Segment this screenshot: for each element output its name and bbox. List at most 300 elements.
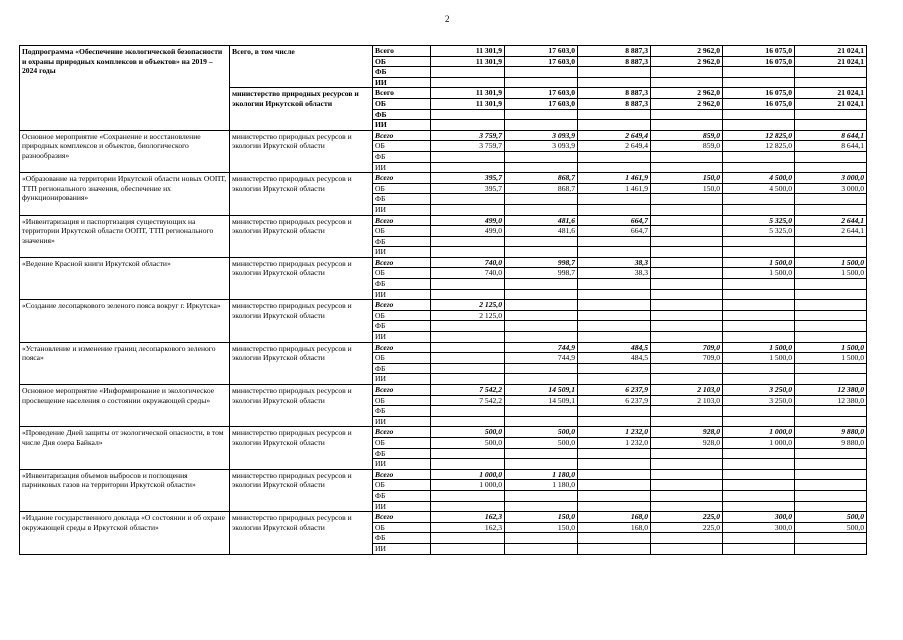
funding-source-cell: Всего [373, 427, 431, 438]
amount-cell: 744,9 [505, 353, 578, 364]
amount-cell [651, 300, 723, 311]
funding-source-cell: ИИ [373, 543, 431, 554]
responsible-cell: Всего, в том числе [230, 46, 373, 88]
responsible-cell: министерство природных ресурсов и экологии Иркутской области [230, 257, 373, 299]
amount-cell [651, 289, 723, 300]
amount-cell: 2 125,0 [431, 310, 505, 321]
amount-cell: 9 880,0 [795, 437, 867, 448]
amount-cell [431, 363, 505, 374]
amount-cell [651, 109, 723, 120]
funding-source-cell: ИИ [373, 120, 431, 131]
amount-cell: 1 232,0 [578, 437, 651, 448]
amount-cell [651, 480, 723, 491]
amount-cell: 1 000,0 [431, 480, 505, 491]
funding-source-cell: ФБ [373, 321, 431, 332]
amount-cell [505, 416, 578, 427]
table-body [20, 46, 867, 555]
amount-cell [795, 194, 867, 205]
funding-source-cell: ОБ [373, 310, 431, 321]
amount-cell: 5 325,0 [723, 215, 795, 226]
amount-cell [431, 109, 505, 120]
amount-cell [651, 448, 723, 459]
amount-cell: 3 000,0 [795, 173, 867, 184]
funding-source-cell: ОБ [373, 98, 431, 109]
amount-cell [723, 67, 795, 78]
responsible-cell: министерство природных ресурсов и экологии Иркутской области [230, 215, 373, 257]
amount-cell: 14 509,1 [505, 395, 578, 406]
amount-cell [505, 151, 578, 162]
funding-source-cell: Всего [373, 469, 431, 480]
amount-cell [431, 204, 505, 215]
amount-cell [578, 120, 651, 131]
amount-cell: 2 103,0 [651, 395, 723, 406]
amount-cell: 2 962,0 [651, 88, 723, 99]
amount-cell [723, 120, 795, 131]
amount-cell: 664,7 [578, 226, 651, 237]
amount-cell [795, 204, 867, 215]
amount-cell: 1 000,0 [723, 427, 795, 438]
amount-cell [578, 236, 651, 247]
amount-cell: 928,0 [651, 427, 723, 438]
amount-cell [505, 194, 578, 205]
amount-cell [651, 490, 723, 501]
funding-source-cell: ИИ [373, 289, 431, 300]
amount-cell: 2 962,0 [651, 98, 723, 109]
amount-cell: 1 180,0 [505, 480, 578, 491]
amount-cell: 744,9 [505, 342, 578, 353]
amount-cell: 2 962,0 [651, 56, 723, 67]
amount-cell: 500,0 [795, 512, 867, 523]
funding-source-cell: Всего [373, 257, 431, 268]
amount-cell [651, 543, 723, 554]
amount-cell: 1 500,0 [795, 257, 867, 268]
amount-cell [578, 501, 651, 512]
responsible-cell: министерство природных ресурсов и экологии Иркутской области [230, 469, 373, 511]
amount-cell: 709,0 [651, 353, 723, 364]
amount-cell: 150,0 [651, 183, 723, 194]
funding-source-cell: ОБ [373, 522, 431, 533]
amount-cell: 3 000,0 [795, 183, 867, 194]
amount-cell [651, 469, 723, 480]
amount-cell [431, 194, 505, 205]
amount-cell [505, 543, 578, 554]
amount-cell: 664,7 [578, 215, 651, 226]
amount-cell: 859,0 [651, 141, 723, 152]
amount-cell: 1 500,0 [723, 257, 795, 268]
amount-cell [723, 490, 795, 501]
amount-cell: 16 075,0 [723, 88, 795, 99]
funding-source-cell: ФБ [373, 406, 431, 417]
amount-cell: 225,0 [651, 522, 723, 533]
amount-cell: 740,0 [431, 257, 505, 268]
amount-cell: 162,3 [431, 512, 505, 523]
amount-cell [723, 289, 795, 300]
amount-cell [505, 236, 578, 247]
amount-cell [431, 332, 505, 343]
amount-cell [578, 533, 651, 544]
amount-cell [651, 374, 723, 385]
amount-cell [795, 162, 867, 173]
funding-source-cell: ФБ [373, 448, 431, 459]
amount-cell [795, 374, 867, 385]
amount-cell: 499,0 [431, 215, 505, 226]
amount-cell: 500,0 [431, 427, 505, 438]
amount-cell [431, 533, 505, 544]
amount-cell [578, 406, 651, 417]
amount-cell [651, 247, 723, 258]
amount-cell [431, 448, 505, 459]
funding-source-cell: ОБ [373, 141, 431, 152]
funding-source-cell: ИИ [373, 459, 431, 470]
funding-source-cell: Всего [373, 385, 431, 396]
amount-cell [651, 120, 723, 131]
amount-cell [431, 236, 505, 247]
amount-cell [505, 448, 578, 459]
amount-cell [651, 194, 723, 205]
amount-cell [651, 151, 723, 162]
amount-cell [651, 363, 723, 374]
amount-cell: 868,7 [505, 183, 578, 194]
amount-cell: 12 380,0 [795, 395, 867, 406]
amount-cell: 8 644,1 [795, 130, 867, 141]
amount-cell [795, 363, 867, 374]
amount-cell [723, 310, 795, 321]
amount-cell [651, 226, 723, 237]
funding-source-cell: ФБ [373, 279, 431, 290]
amount-cell [795, 300, 867, 311]
amount-cell [651, 67, 723, 78]
activity-name-cell: «Инвентаризация объемов выбросов и поглощения парниковых газов на территории Иркутской области» [20, 469, 230, 511]
amount-cell [723, 533, 795, 544]
amount-cell [431, 321, 505, 332]
amount-cell: 859,0 [651, 130, 723, 141]
amount-cell [578, 459, 651, 470]
amount-cell [578, 416, 651, 427]
amount-cell: 2 644,1 [795, 226, 867, 237]
amount-cell [505, 162, 578, 173]
amount-cell [723, 109, 795, 120]
amount-cell: 1 500,0 [795, 342, 867, 353]
amount-cell [431, 247, 505, 258]
amount-cell [431, 162, 505, 173]
amount-cell: 3 250,0 [723, 395, 795, 406]
amount-cell [795, 501, 867, 512]
table-row [20, 385, 867, 396]
amount-cell [723, 236, 795, 247]
amount-cell: 21 024,1 [795, 56, 867, 67]
table-row [20, 469, 867, 480]
amount-cell [431, 490, 505, 501]
funding-source-cell: ФБ [373, 533, 431, 544]
amount-cell [723, 162, 795, 173]
amount-cell [505, 77, 578, 88]
amount-cell: 38,3 [578, 268, 651, 279]
amount-cell: 3 250,0 [723, 385, 795, 396]
amount-cell [795, 310, 867, 321]
funding-source-cell: ОБ [373, 268, 431, 279]
amount-cell: 6 237,9 [578, 395, 651, 406]
table-row [20, 342, 867, 353]
amount-cell: 7 542,2 [431, 385, 505, 396]
funding-source-cell: Всего [373, 173, 431, 184]
amount-cell [578, 204, 651, 215]
amount-cell [795, 77, 867, 88]
amount-cell [505, 279, 578, 290]
amount-cell [578, 77, 651, 88]
amount-cell: 21 024,1 [795, 46, 867, 57]
amount-cell: 300,0 [723, 512, 795, 523]
program-name-cell: Подпрограмма «Обеспечение экологической безопасности и охраны природных комплексов и объектов» на 2019 – 2024 годы [20, 46, 230, 131]
amount-cell: 481,6 [505, 226, 578, 237]
funding-source-cell: ИИ [373, 162, 431, 173]
amount-cell: 5 325,0 [723, 226, 795, 237]
amount-cell [578, 332, 651, 343]
amount-cell: 1 500,0 [723, 353, 795, 364]
amount-cell: 11 301,9 [431, 56, 505, 67]
amount-cell: 2 649,4 [578, 130, 651, 141]
funding-source-cell: ОБ [373, 437, 431, 448]
amount-cell [723, 459, 795, 470]
amount-cell: 500,0 [795, 522, 867, 533]
amount-cell [723, 321, 795, 332]
amount-cell [505, 204, 578, 215]
activity-name-cell: «Издание государственного доклада «О состоянии и об охране окружающей среды в Иркутской области» [20, 512, 230, 554]
amount-cell [651, 406, 723, 417]
amount-cell [431, 416, 505, 427]
amount-cell [505, 533, 578, 544]
amount-cell: 8 644,1 [795, 141, 867, 152]
amount-cell: 17 603,0 [505, 98, 578, 109]
amount-cell [795, 469, 867, 480]
amount-cell [578, 279, 651, 290]
amount-cell [505, 459, 578, 470]
funding-source-cell: ИИ [373, 204, 431, 215]
activity-name-cell: «Создание лесопаркового зеленого пояса вокруг г. Иркутска» [20, 300, 230, 342]
amount-cell: 6 237,9 [578, 385, 651, 396]
amount-cell: 2 103,0 [651, 385, 723, 396]
amount-cell: 484,5 [578, 342, 651, 353]
responsible-cell: министерство природных ресурсов и экологии Иркутской области [230, 427, 373, 469]
amount-cell [431, 459, 505, 470]
amount-cell: 2 649,4 [578, 141, 651, 152]
responsible-cell: министерство природных ресурсов и экологии Иркутской области [230, 300, 373, 342]
table-row [20, 130, 867, 141]
amount-cell: 1 180,0 [505, 469, 578, 480]
amount-cell [651, 268, 723, 279]
amount-cell [651, 321, 723, 332]
amount-cell [795, 480, 867, 491]
amount-cell: 168,0 [578, 512, 651, 523]
amount-cell: 1 461,9 [578, 173, 651, 184]
funding-source-cell: ФБ [373, 67, 431, 78]
funding-source-cell: ИИ [373, 416, 431, 427]
amount-cell [578, 247, 651, 258]
funding-source-cell: ФБ [373, 363, 431, 374]
activity-name-cell: «Ведение Красной книги Иркутской области» [20, 257, 230, 299]
table-row [20, 215, 867, 226]
funding-source-cell: ОБ [373, 183, 431, 194]
amount-cell [578, 543, 651, 554]
amount-cell: 17 603,0 [505, 46, 578, 57]
amount-cell [795, 543, 867, 554]
funding-source-cell: Всего [373, 130, 431, 141]
funding-source-cell: ФБ [373, 109, 431, 120]
amount-cell [723, 77, 795, 88]
amount-cell: 9 880,0 [795, 427, 867, 438]
amount-cell [723, 543, 795, 554]
amount-cell: 740,0 [431, 268, 505, 279]
amount-cell: 7 542,2 [431, 395, 505, 406]
amount-cell [505, 310, 578, 321]
amount-cell: 150,0 [505, 522, 578, 533]
amount-cell: 150,0 [505, 512, 578, 523]
amount-cell: 395,7 [431, 183, 505, 194]
responsible-cell: министерство природных ресурсов и экологии Иркутской области [230, 130, 373, 172]
amount-cell: 225,0 [651, 512, 723, 523]
amount-cell [795, 459, 867, 470]
amount-cell: 11 301,9 [431, 46, 505, 57]
amount-cell: 484,5 [578, 353, 651, 364]
amount-cell: 1 000,0 [723, 437, 795, 448]
amount-cell: 2 962,0 [651, 46, 723, 57]
amount-cell: 12 825,0 [723, 130, 795, 141]
activity-name-cell: Основное мероприятие «Сохранение и восстановление природных комплексов и объектов, биологического разнообразия» [20, 130, 230, 172]
amount-cell [795, 321, 867, 332]
amount-cell: 16 075,0 [723, 56, 795, 67]
amount-cell [723, 469, 795, 480]
amount-cell [723, 406, 795, 417]
amount-cell [795, 332, 867, 343]
amount-cell: 162,3 [431, 522, 505, 533]
amount-cell: 998,7 [505, 268, 578, 279]
amount-cell: 4 500,0 [723, 183, 795, 194]
amount-cell [578, 363, 651, 374]
amount-cell: 11 301,9 [431, 88, 505, 99]
funding-source-cell: ОБ [373, 353, 431, 364]
amount-cell: 11 301,9 [431, 98, 505, 109]
amount-cell [578, 151, 651, 162]
amount-cell: 2 125,0 [431, 300, 505, 311]
amount-cell: 1 000,0 [431, 469, 505, 480]
amount-cell: 1 500,0 [795, 268, 867, 279]
amount-cell [795, 533, 867, 544]
funding-source-cell: Всего [373, 342, 431, 353]
amount-cell [578, 289, 651, 300]
amount-cell [505, 321, 578, 332]
amount-cell: 998,7 [505, 257, 578, 268]
funding-source-cell: Всего [373, 46, 431, 57]
amount-cell [723, 151, 795, 162]
funding-source-cell: ОБ [373, 395, 431, 406]
amount-cell [505, 374, 578, 385]
amount-cell [578, 194, 651, 205]
amount-cell [431, 77, 505, 88]
amount-cell: 1 500,0 [795, 353, 867, 364]
amount-cell: 709,0 [651, 342, 723, 353]
table-row [20, 300, 867, 311]
amount-cell: 38,3 [578, 257, 651, 268]
amount-cell: 1 461,9 [578, 183, 651, 194]
amount-cell [431, 374, 505, 385]
table-row [20, 173, 867, 184]
funding-source-cell: ФБ [373, 151, 431, 162]
amount-cell [651, 236, 723, 247]
table-row [20, 46, 867, 57]
amount-cell [505, 363, 578, 374]
amount-cell [723, 363, 795, 374]
amount-cell: 3 093,9 [505, 141, 578, 152]
amount-cell [431, 501, 505, 512]
amount-cell: 500,0 [431, 437, 505, 448]
amount-cell: 17 603,0 [505, 56, 578, 67]
amount-cell: 21 024,1 [795, 98, 867, 109]
amount-cell [578, 490, 651, 501]
amount-cell [723, 416, 795, 427]
amount-cell: 8 887,3 [578, 46, 651, 57]
amount-cell [795, 289, 867, 300]
amount-cell [723, 279, 795, 290]
amount-cell [578, 321, 651, 332]
amount-cell: 8 887,3 [578, 98, 651, 109]
activity-name-cell: Основное мероприятие «Информирование и экологическое просвещение населения о состоянии окружающей среды» [20, 385, 230, 427]
table-row [20, 257, 867, 268]
activity-name-cell: «Образование на территории Иркутской области новых ООПТ, ТТП регионального значения, обеспечение их функционирования» [20, 173, 230, 215]
amount-cell: 1 500,0 [723, 268, 795, 279]
amount-cell [723, 480, 795, 491]
amount-cell [651, 416, 723, 427]
amount-cell [651, 332, 723, 343]
funding-source-cell: Всего [373, 88, 431, 99]
amount-cell: 12 380,0 [795, 385, 867, 396]
amount-cell [431, 543, 505, 554]
amount-cell [795, 67, 867, 78]
amount-cell [431, 151, 505, 162]
funding-source-cell: Всего [373, 300, 431, 311]
amount-cell [795, 236, 867, 247]
page-number: 2 [445, 14, 450, 24]
amount-cell [723, 332, 795, 343]
amount-cell [651, 310, 723, 321]
amount-cell [578, 162, 651, 173]
table-row [20, 427, 867, 438]
funding-source-cell: ИИ [373, 77, 431, 88]
amount-cell: 868,7 [505, 173, 578, 184]
amount-cell: 8 887,3 [578, 88, 651, 99]
funding-source-cell: ФБ [373, 236, 431, 247]
amount-cell [578, 480, 651, 491]
amount-cell [795, 406, 867, 417]
amount-cell: 4 500,0 [723, 173, 795, 184]
amount-cell: 481,6 [505, 215, 578, 226]
amount-cell [651, 215, 723, 226]
amount-cell [723, 374, 795, 385]
amount-cell [723, 448, 795, 459]
activity-name-cell: «Установление и изменение границ лесопаркового зеленого пояса» [20, 342, 230, 384]
funding-source-cell: ИИ [373, 501, 431, 512]
amount-cell [795, 247, 867, 258]
amount-cell: 2 644,1 [795, 215, 867, 226]
amount-cell: 499,0 [431, 226, 505, 237]
funding-source-cell: ИИ [373, 247, 431, 258]
amount-cell [795, 151, 867, 162]
amount-cell [431, 353, 505, 364]
amount-cell [505, 501, 578, 512]
amount-cell [795, 490, 867, 501]
table-row [20, 512, 867, 523]
amount-cell: 21 024,1 [795, 88, 867, 99]
amount-cell: 17 603,0 [505, 88, 578, 99]
responsible-cell: министерство природных ресурсов и экологии Иркутской области [230, 385, 373, 427]
